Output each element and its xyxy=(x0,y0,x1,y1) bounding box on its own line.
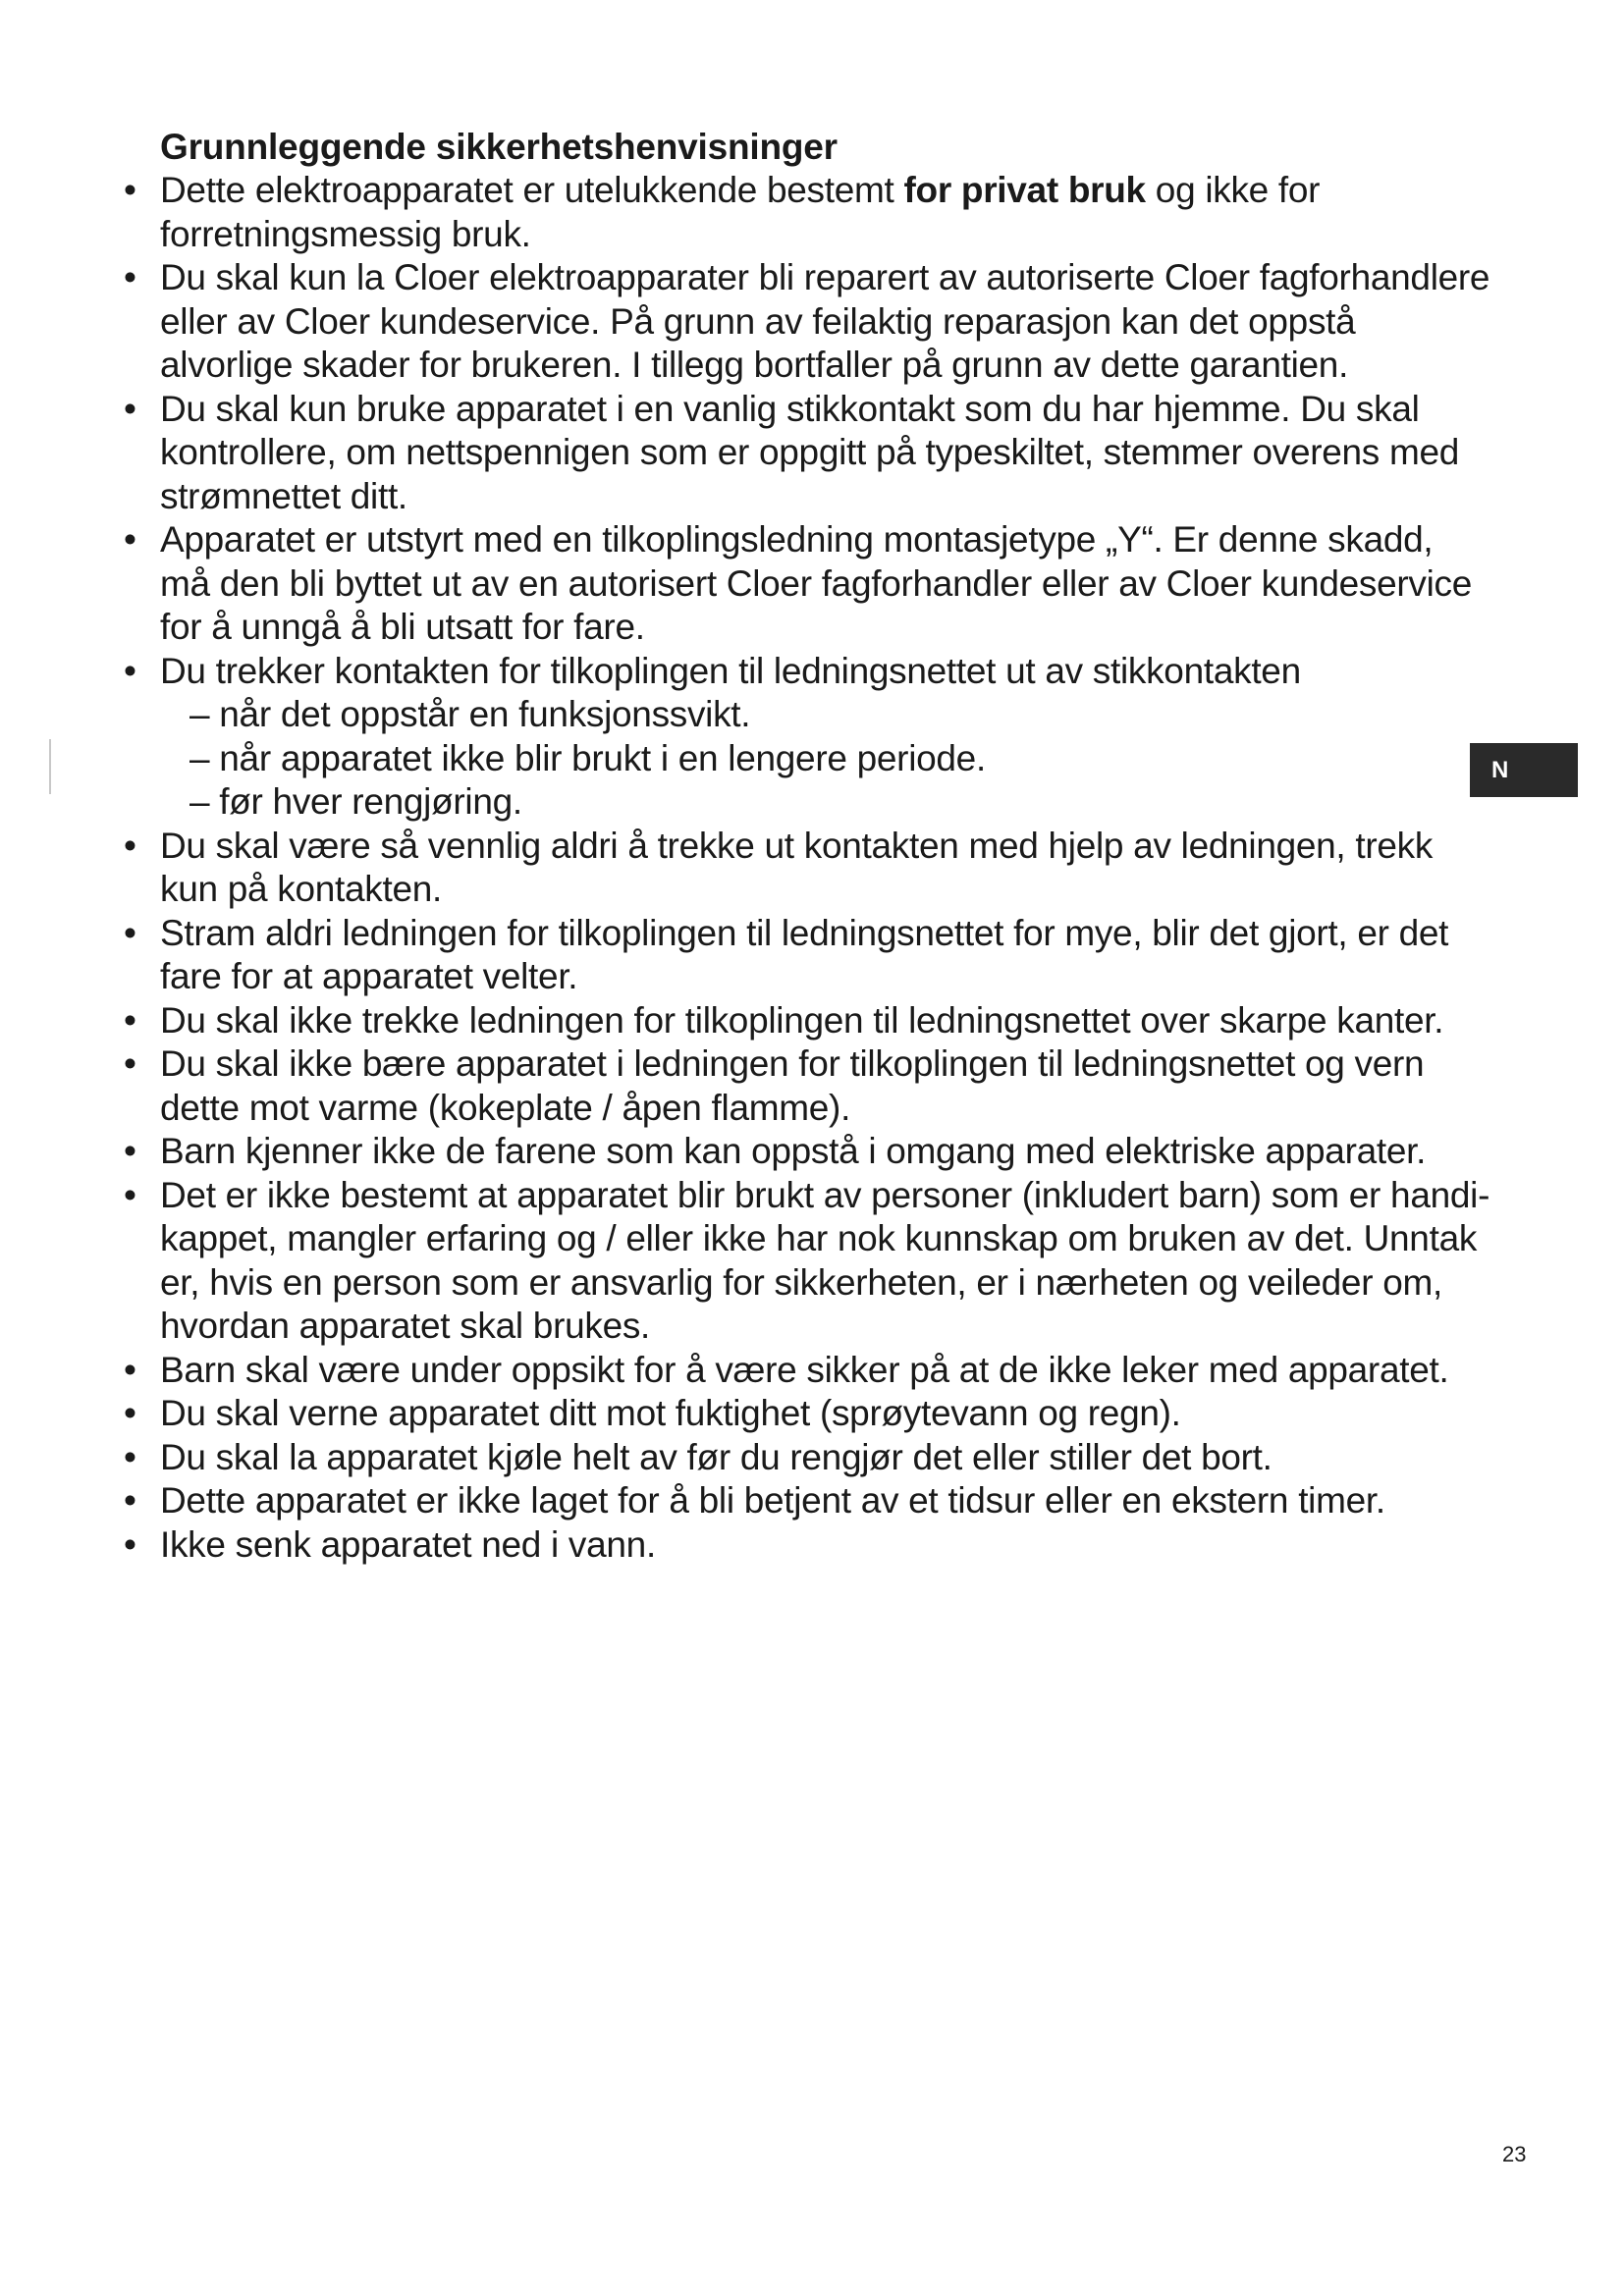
bullet-icon: • xyxy=(124,825,136,866)
rule-text: Barn kjenner ikke de farene som kan oppstå i omgang med elektriske apparater. xyxy=(160,1131,1427,1171)
bullet-icon: • xyxy=(124,912,136,953)
bullet-icon: • xyxy=(124,257,136,297)
rule-item-8 xyxy=(116,999,1490,1043)
rule-item-13 xyxy=(116,1392,1490,1436)
rule-text: Apparatet er utstyrt med en tilkoplingsledning montasjetype „Y“. Er denne skadd, må den bli byttet ut av en autorisert Cloer fagforhandler eller av Cloer kundeservice for å unngå å bli utsatt for fare. xyxy=(160,519,1472,647)
rule-item-1 xyxy=(116,169,1490,256)
rule-item-4 xyxy=(116,518,1490,650)
rule-text: Barn skal være under oppsikt for å være sikker på at de ikke leker med apparatet. xyxy=(160,1349,1449,1390)
rule-text: Du skal verne apparatet ditt mot fuktighet (sprøytevann og regn). xyxy=(160,1393,1181,1433)
rule-subitem: – når apparatet ikke blir brukt i en lengere periode. xyxy=(189,737,986,778)
rule-text: Dette apparatet er ikke laget for å bli betjent av et tidsur eller en ekstern timer. xyxy=(160,1480,1385,1521)
rule-item-2 xyxy=(116,256,1490,388)
rule-text: Du skal ikke bære apparatet i ledningen for tilkoplingen til ledningsnettet og vern dette mot varme (kokeplate / åpen flamme). xyxy=(160,1043,1425,1128)
rule-text: Dette elektroapparatet er utelukkende bestemt xyxy=(160,170,904,210)
rule-text: Stram aldri ledningen for tilkoplingen til ledningsnettet for mye, blir det gjort, er det fare for at apparatet velter. xyxy=(160,912,1449,996)
rule-item-16 xyxy=(116,1523,1490,1568)
rule-text: Du skal kun la Cloer elektroapparater bli reparert av autoriserte Cloer fagforhandlere eller av Cloer kundeservice. På grunn av feilaktig reparasjon kan det oppstå alvorlige skader for brukeren. I tillegg bortfaller på grunn av dette garantien. xyxy=(160,257,1490,385)
rule-subitem: – når det oppstår en funksjonssvikt. xyxy=(189,694,751,734)
rule-text: Du skal la apparatet kjøle helt av før du rengjør det eller stiller det bort. xyxy=(160,1436,1272,1477)
bullet-icon: • xyxy=(124,388,136,429)
rule-item-5 xyxy=(116,650,1490,825)
rule-subitem: – før hver rengjøring. xyxy=(189,781,522,822)
bullet-icon: • xyxy=(124,1043,136,1084)
rule-text: Du skal kun bruke apparatet i en vanlig stikkontakt som du har hjemme. Du skal kontrollere, om nettspennigen som er oppgitt på typeskiltet, stemmer overens med strømnettet ditt. xyxy=(160,388,1460,516)
safety-rules-list xyxy=(116,169,1490,1567)
rule-text: Ikke senk apparatet ned i vann. xyxy=(160,1523,656,1565)
bullet-icon: • xyxy=(124,1436,136,1477)
bullet-icon: • xyxy=(124,650,136,691)
margin-marker xyxy=(49,739,51,794)
rule-emphasis: for privat bruk xyxy=(903,170,1146,210)
section-heading: Grunnleggende sikkerhetshenvisninger xyxy=(160,127,838,167)
bullet-icon: • xyxy=(124,170,136,210)
bullet-icon: • xyxy=(124,1523,136,1565)
rule-item-14 xyxy=(116,1436,1490,1480)
rule-item-10 xyxy=(116,1130,1490,1174)
rule-item-6 xyxy=(116,825,1490,912)
rule-item-11 xyxy=(116,1174,1490,1349)
bullet-icon: • xyxy=(124,999,136,1041)
rule-item-9 xyxy=(116,1042,1490,1130)
bullet-icon: • xyxy=(124,1393,136,1433)
bullet-icon: • xyxy=(124,1174,136,1215)
rule-item-15 xyxy=(116,1479,1490,1523)
rule-item-12 xyxy=(116,1349,1490,1393)
bullet-icon: • xyxy=(124,1131,136,1171)
bullet-icon: • xyxy=(124,1349,136,1390)
rule-text: Det er ikke bestemt at apparatet blir brukt av personer (inkludert barn) som er handi- kappet, mangler erfaring og / eller ikke har nok kunnskap om bruken av det. Unntak er, hvis en person som er ansvarlig for sikkerheten, er i nærheten og veileder om, hvordan apparatet skal brukes. xyxy=(160,1174,1490,1346)
bullet-icon: • xyxy=(124,1480,136,1521)
rule-text: Du skal være så vennlig aldri å trekke ut kontakten med hjelp av ledningen, trekk kun på kontakten. xyxy=(160,825,1434,909)
bullet-icon: • xyxy=(124,519,136,560)
page-number: 23 xyxy=(1502,2142,1527,2166)
document-body xyxy=(116,126,1490,1567)
rule-text: Du skal ikke trekke ledningen for tilkoplingen til ledningsnettet over skarpe kanter. xyxy=(160,999,1444,1041)
rule-text: Du trekker kontakten for tilkoplingen til ledningsnettet ut av stikkontakten xyxy=(160,650,1301,691)
rule-item-7 xyxy=(116,912,1490,999)
language-tab: N xyxy=(1470,743,1578,797)
rule-text: og ikke for forretningsmessig bruk. xyxy=(160,170,1321,254)
rule-item-3 xyxy=(116,388,1490,519)
